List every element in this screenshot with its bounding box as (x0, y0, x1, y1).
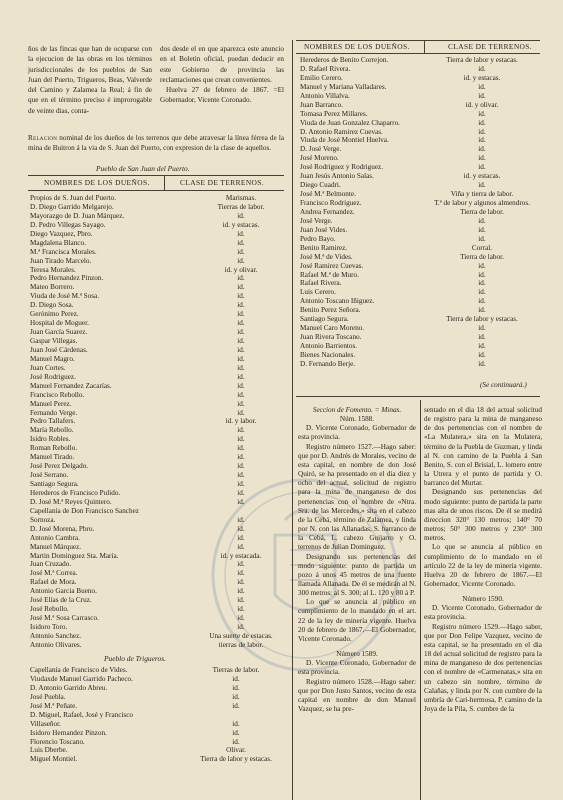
land-type: id. (478, 324, 486, 333)
land-header: CLASE DE TERRENOS. (180, 178, 265, 187)
notice-1588-body-c: Lo que se anuncia al público en cumplimiento de lo mandado en el art. 22 de la ley de minería vigente. Huelva 20 de febrero de 1867.—El Gobernador, Vicente Coronado. (298, 598, 416, 643)
land-type: id. (478, 333, 486, 342)
owner-name: Tomasa Perez Millares. (300, 109, 368, 118)
land-type: id. (478, 91, 486, 100)
land-type: id. (232, 719, 240, 728)
owner-name: José Perez Delgado. (30, 462, 89, 471)
owner-name: José Rodriguez y Rodriguez. (300, 163, 384, 172)
owner-name: Juan García Suarez. (30, 328, 88, 337)
right-header-divider (424, 40, 425, 53)
owner-name: D. José M.ª Reyes Quintero. (30, 497, 112, 506)
land-type: id. (237, 614, 245, 623)
land-type: id. (232, 728, 240, 737)
owner-name: Antonio Garcia Bueno. (30, 587, 97, 596)
right-section-rule (296, 396, 540, 397)
fomento-section-title: Seccion de Fomento. = Minas. (312, 406, 402, 414)
owner-name: Villaseñor. (30, 719, 61, 728)
land-type: id. (237, 605, 245, 614)
owner-name: Bienes Nacionales. (300, 350, 356, 359)
section3-lands-list (420, 56, 544, 369)
land-type: id. (237, 310, 245, 319)
intro-right-text: dos desde el en que aparezca este anuncio en el Boletin oficial, puedan deducir en este Gobierno de provincia las reclamaciones que crean convenientes. (160, 45, 284, 84)
land-type: id. (237, 515, 245, 524)
owner-name: José Rodriguez. (30, 372, 76, 381)
owner-name: D. Rafael Rivera. (300, 64, 351, 73)
land-type: id. (237, 238, 245, 247)
land-type: id. (237, 274, 245, 283)
owner-name: Viuda de José M.ª Sosa. (30, 292, 100, 301)
intro-left-text: ños de las fincas que han de ocuparse con la ejecucion de las obras en los términos jurisdiccionales de los pueblos de San Juan del Puerto, Trigueros, Beas, Valverde del Camino y Zalamea la Real; á fin de que en el término preciso é improrogable de veinte dias, conta- (28, 45, 152, 115)
land-type: id. (478, 288, 486, 297)
notice-1589-continued: sentado en el dia 18 del actual solicitud de registro para la mina de manganeso de dos pertenencias con el nombre de «La Mulatera,» sita en la Mulatera, término de la Puebla de Guzman, y linda al N. con camino de la Puebla á San Benito, S. con el Brisial, L. lomero entre la Utrera y el punto de partida y O. barranco del Murtar. (424, 406, 542, 488)
land-type: Tierra de labor y estacas. (446, 315, 518, 324)
land-type: id. (237, 480, 245, 488)
owner-name: Andrea Fernandez. (300, 207, 355, 216)
section2-owners-list (30, 666, 200, 764)
notice-1589-continued-b: Designando sus pertenencias del modo siguiente: punto de partida la parte mas alta de unos riscos. De él se medirá direccion 320° 130 metros; 140° 70 metros; 50° 300 metros y 230° 300 metros. (424, 488, 542, 543)
owner-name: Magdalena Blanco. (30, 238, 86, 247)
land-type: id. (237, 426, 245, 435)
land-type: id. (232, 683, 240, 692)
land-type: T.ª de labor y algunos almendros. (434, 199, 530, 207)
land-type: id. (478, 342, 486, 350)
column-divider (292, 40, 293, 800)
land-type: id. (478, 127, 486, 136)
land-type: id. (232, 701, 240, 710)
land-type: Olivar. (226, 746, 246, 755)
owner-name: Antonio Barrientos. (300, 342, 358, 350)
land-type: id. (478, 64, 486, 73)
land-type: id. (237, 623, 245, 631)
owners-header: NOMBRES DE LOS DUEÑOS. (44, 178, 150, 187)
notice-1589-governor: D. Vicente Coronado, Gobernador de esta provincia. (298, 659, 416, 677)
land-type: id. (237, 283, 245, 292)
section2-lands-list (186, 666, 286, 764)
land-type: id. (237, 390, 245, 399)
owner-name: José Ramirez Cuevas. (300, 261, 364, 270)
land-type: id. (237, 345, 245, 354)
owner-name: D. Diego Sosa. (30, 301, 74, 310)
owner-name: José M.ª Sosa Carrasco. (30, 614, 99, 623)
land-type: id. y estacas. (463, 172, 501, 181)
owner-name: José Verge. (300, 216, 333, 225)
owner-name: Luis Dberbe. (30, 746, 68, 755)
owner-name: D. Antonio Ramirez Cuevas. (300, 127, 383, 136)
owner-name: Capellanía de Don Francisco Sanchez (30, 506, 139, 515)
owner-name: Viuda de José Montiel Huelva. (300, 136, 389, 145)
land-type: id. y estacada. (220, 551, 262, 560)
land-type: id. (478, 297, 486, 306)
owner-name: Mayorazgo de D. Juan Márquez. (30, 211, 125, 220)
land-type: id. (237, 578, 245, 587)
land-type: id. (478, 145, 486, 154)
relacion-label: Relacion (28, 134, 58, 142)
land-type: id. (237, 569, 245, 578)
owner-name: Francisco Rodriguez. (300, 199, 362, 207)
land-type: id. (237, 471, 245, 480)
owner-name: Manuel Fernandez Zacarías. (30, 381, 112, 390)
land-type: id. (232, 692, 240, 701)
land-type: id. (237, 372, 245, 381)
land-type (186, 711, 286, 720)
right-table-header-rule (296, 53, 540, 54)
owner-name: D. Pedro Villegas Sayago. (30, 220, 106, 229)
intro-date-line: Huelva 27 de febrero de 1867. =El Gobernador, Vicente Coronado. (160, 86, 284, 105)
land-type: id. (237, 328, 245, 337)
continued-note: (Se continuará.) (480, 381, 527, 389)
land-type: Una suerte de estacas. (209, 631, 273, 640)
right-owners-header: NOMBRES DE LOS DUEÑOS. (304, 42, 410, 51)
land-type: id. (478, 181, 486, 190)
owner-name: Emilio Cerero. (300, 73, 343, 82)
owner-name: José M.ª Correa. (30, 569, 78, 578)
land-type: id. y estacas. (222, 220, 260, 229)
notice-1590-governor: D. Vicente Coronado, Gobernador de esta provincia. (424, 604, 542, 622)
owner-name: Gerónimo Perez. (30, 310, 79, 319)
owner-name: Juan Barranco. (300, 100, 344, 109)
land-type: tierras de labor. (218, 640, 264, 649)
land-type: id. (237, 533, 245, 542)
land-type: id. (237, 497, 245, 506)
land-type: id. (237, 560, 245, 569)
land-type: Tierra de labor y estacas. (446, 56, 518, 64)
owner-name: Capellanía de Francisco de Vides. (30, 666, 128, 674)
owner-name: Luis Cerero. (300, 288, 336, 297)
owner-name: Juan José Vides. (300, 225, 348, 234)
owner-name: Herederos de Francisco Pulido. (30, 488, 121, 497)
land-type: id. (237, 444, 245, 453)
owner-name: Viuda de Juan Gonzalez Chaparro. (300, 118, 400, 127)
land-type: id. (237, 211, 245, 220)
owner-name: Manuel y Mariana Valladares. (300, 82, 387, 91)
owner-name: Martin Dominguez Sta. María. (30, 551, 119, 560)
owner-name: Rafael M.ª de Muro. (300, 270, 359, 279)
land-type: id. (478, 306, 486, 315)
owner-name: Pedro Tallafers. (30, 417, 76, 426)
owner-name: Miguel Montiel. (30, 755, 78, 764)
owner-name: Juan José Cárdenas. (30, 345, 88, 354)
land-type: id. (237, 596, 245, 605)
land-type: id. (478, 118, 486, 127)
section1-lands-list (196, 194, 286, 650)
land-type: id. (478, 216, 486, 225)
land-type: id. (232, 737, 240, 746)
owner-name: Isidro Robles. (30, 435, 71, 444)
land-type: id. (237, 542, 245, 551)
land-type: Corral. (471, 243, 493, 252)
relacion-text: nominal de los dueños de los terrenos que debe atravesar la línea férrea de la mina de Buitron á la via de S. Juan del Puerto, con expresion de la clase de aquellos. (28, 134, 285, 153)
owner-name: Antonio Cambra. (30, 533, 80, 542)
owner-name: Gaspar Villegas. (30, 337, 78, 345)
notice-1588-number: Núm. 1588. (339, 415, 375, 424)
owner-name: Diego Cuadri. (300, 181, 341, 190)
land-type: id. (237, 488, 245, 497)
owner-name: José M.ª Peñate. (30, 701, 78, 710)
owner-name: Fernando Verge. (30, 408, 78, 417)
land-type: id. (237, 247, 245, 256)
notice-1588-governor: D. Vicente Coronado, Gobernador de esta provincia. (298, 424, 416, 442)
land-type: Marismas. (225, 194, 257, 202)
owner-name: José Moreno. (300, 154, 339, 163)
owner-name: D. José Verge. (300, 145, 342, 154)
owner-name: José Serrano. (30, 471, 69, 480)
land-type: id. (478, 154, 486, 163)
land-type: id. y olivar. (465, 100, 499, 109)
land-type: id. (237, 587, 245, 596)
land-type: Tierra de labor. (460, 252, 504, 261)
land-type: Tierra de labor y estacas. (200, 755, 272, 764)
land-type: Tierras de labor. (217, 202, 265, 211)
owner-name: Diego Vazquez, Pbro. (30, 229, 93, 238)
land-type: id. (237, 462, 245, 471)
owner-name: D. Miguel, Rafael, José y Francisco (30, 710, 133, 719)
land-type: id. (478, 109, 486, 118)
owner-name: Teresa Morales. (30, 265, 76, 274)
owner-name: Juan Jesús Antonio Salas. (300, 172, 374, 181)
land-type: id. (478, 82, 486, 91)
intro-block (28, 44, 284, 116)
right-table-top-rule (296, 40, 540, 41)
owner-name: Sornoza. (30, 515, 56, 524)
owner-name: Hospital de Moguer. (30, 319, 89, 328)
land-type: id. (237, 363, 245, 372)
land-type: id. (237, 524, 245, 533)
owner-name: D. José Morena, Pbro. (30, 524, 95, 533)
owner-name: Herederos de Benito Correjon. (300, 56, 389, 64)
owner-name: José Puebla. (30, 692, 66, 701)
town-san-juan-heading: Pueblo de San Juan del Puerto. (96, 164, 190, 173)
owner-name: Manuel Márquez. (30, 542, 82, 551)
owner-name: Isidoro Toro. (30, 623, 68, 631)
owner-name: Manuel Tirado. (30, 453, 75, 462)
land-type: Tierras de labor. (212, 666, 260, 674)
land-type: id. (478, 234, 486, 243)
owner-name: José Rebollo. (30, 605, 69, 614)
notice-1589-body: Registro número 1528.—Hago saber: que por Don Justo Santos, vecino de esta capital en nombre de don Manuel Vazquez, se ha pre- (298, 677, 416, 713)
owner-name: Antonio Olivares. (30, 640, 82, 649)
owner-name: Mateo Borrero. (30, 283, 75, 292)
header-divider (164, 175, 165, 190)
owner-name: Antonio Villalva. (300, 91, 350, 100)
land-type: id. (478, 163, 486, 172)
land-type: id. (478, 350, 486, 359)
owner-name: D. Antonio Garrido Abreu. (30, 683, 108, 692)
owner-name: Antonio Sanchez. (30, 631, 82, 640)
land-type: id. (478, 261, 486, 270)
owner-name: Santiago Segura. (300, 315, 349, 324)
land-type: id. (237, 292, 245, 301)
owner-name: José M.ª de Vides. (300, 252, 353, 261)
land-type: id. (478, 279, 486, 288)
land-type: id. (237, 381, 245, 390)
land-type: id. (478, 270, 486, 279)
notice-column-divider (420, 400, 421, 800)
land-type: id. (237, 435, 245, 444)
owner-name: D. Fernando Berje. (300, 359, 356, 368)
owner-name: José Elías de la Cruz. (30, 596, 92, 605)
owner-name: José M.ª Belmonte. (300, 190, 356, 199)
owner-name: Florencio Toscano. (30, 737, 85, 746)
land-type: Tierra de labor. (460, 207, 504, 216)
owner-name: Benito Perez Señora. (300, 306, 361, 315)
owner-name: Roman Rebollo. (30, 444, 78, 453)
owner-name: Juan Tirado Marcelo. (30, 256, 92, 265)
owner-name: Manuel Caro Moreno. (300, 324, 365, 333)
table-top-rule (28, 175, 284, 176)
notice-1590-number: Número 1590. (462, 595, 504, 604)
land-type: id. (237, 408, 245, 417)
land-type: id. y labor. (225, 417, 257, 426)
owner-name: Santiago Segura. (30, 480, 79, 488)
land-type: id. (478, 225, 486, 234)
owner-name: Rafael Rivera. (300, 279, 342, 288)
relacion-paragraph (28, 133, 284, 154)
owner-name: Antonio Toscano Iñiguez. (300, 297, 375, 306)
town-trigueros-heading: Pueblo de Trigueros. (104, 654, 166, 663)
right-land-header: CLASE DE TERRENOS. (448, 42, 533, 51)
land-type: id. (237, 229, 245, 238)
owner-name: Pedro Hernandez Pinzon. (30, 274, 104, 283)
land-type: id. (237, 399, 245, 408)
land-type: id. (478, 136, 486, 145)
fomento-column-a (298, 406, 416, 714)
owner-name: Pedro Bayo. (300, 234, 336, 243)
owner-name: Juan Cortes. (30, 363, 66, 372)
owner-name: Francisco Rebollo. (30, 390, 85, 399)
land-type: id. (237, 256, 245, 265)
notice-1590-body: Registro número 1529.—Hago saber, que por Don Felipe Vazquez, vecino de esta capital, se ha presentado en el dia 18 del actual solicitud de registro para la mina de manganeso de dos pertenencias con el nombre de «Carmenatas,» sita en un cabezo sin nombre, término de Calañas, y linda por N. con cumbre de la umbría de Cari-hermosa, P. camino de la Joya de la Pila, S. cumbre de la (424, 622, 542, 713)
land-type: id. (232, 674, 240, 683)
owner-name: Benito Ramirez. (300, 243, 348, 252)
owner-name: Isidoro Hernandez Pinzon. (30, 728, 107, 737)
notice-1589-continued-c: Lo que se anuncia al público en cumplimiento de lo mandado en el artículo 22 de la ley de minería vigente. Huelva 20 de febrero de 1867.—El Gobernador, Vicente Coronado. (424, 543, 542, 588)
land-type: id. y estacas. (463, 73, 501, 82)
land-type: Viña y tierra de labor. (450, 190, 514, 199)
owner-name: Manuel Perez. (30, 399, 72, 408)
notice-1588-body: Registro número 1527.—Hago saber: que por D. Andrés de Morales, vecino de esta capital, en nombre de don José Quiró, se ha presentado en el dia diez y ocho del actual, solicitud de registro para la mina de manganeso de dos pertenencias con el nombre de «Ntra. Sra. de las Mercedes,» sita en el cabezo de la Cebá, término de Zalamea, y linda por N. con las Allanadas, S. barranco de la Cebá, L. cabezo Guijarro y O. terrenos de Julian Dominguez. (298, 442, 416, 552)
owner-name: Manuel Magro. (30, 354, 75, 363)
section1-owners-list (30, 194, 190, 650)
land-type: id. (237, 319, 245, 328)
land-type (196, 507, 286, 516)
land-type: id. (237, 453, 245, 462)
owner-name: M.ª Francisca Morales. (30, 247, 97, 256)
owner-name: Propios de S. Juan del Puerto. (30, 194, 117, 202)
land-type: id. (478, 359, 486, 368)
land-type: id. (237, 301, 245, 310)
owner-name: D. Diego Garrido Melgarejo. (30, 202, 114, 211)
owner-name: Viudaxde Manuel Garrido Pacheco. (30, 674, 133, 683)
owner-name: Rafael de Mora. (30, 578, 77, 587)
land-type: id. y olivar. (224, 265, 258, 274)
fomento-column-b (424, 406, 542, 714)
notice-1588-body-b: Designando sus pertenencias del modo siguiente: punto de partida un pozo á unos 45 metros de una fuente llamada Allanada. De él se medirán al N. 300 metros; al S. 300; al L. 120 y 80 á P. (298, 552, 416, 598)
table-header-rule (28, 190, 284, 191)
owner-name: Juan Cruzado. (30, 560, 72, 569)
owner-name: María Rebollo. (30, 426, 74, 435)
land-type: id. (237, 354, 245, 363)
owner-name: Juan Rivera Toscano. (300, 333, 362, 342)
land-type: id. (237, 337, 245, 345)
notice-1589-number: Número 1589. (336, 650, 378, 659)
